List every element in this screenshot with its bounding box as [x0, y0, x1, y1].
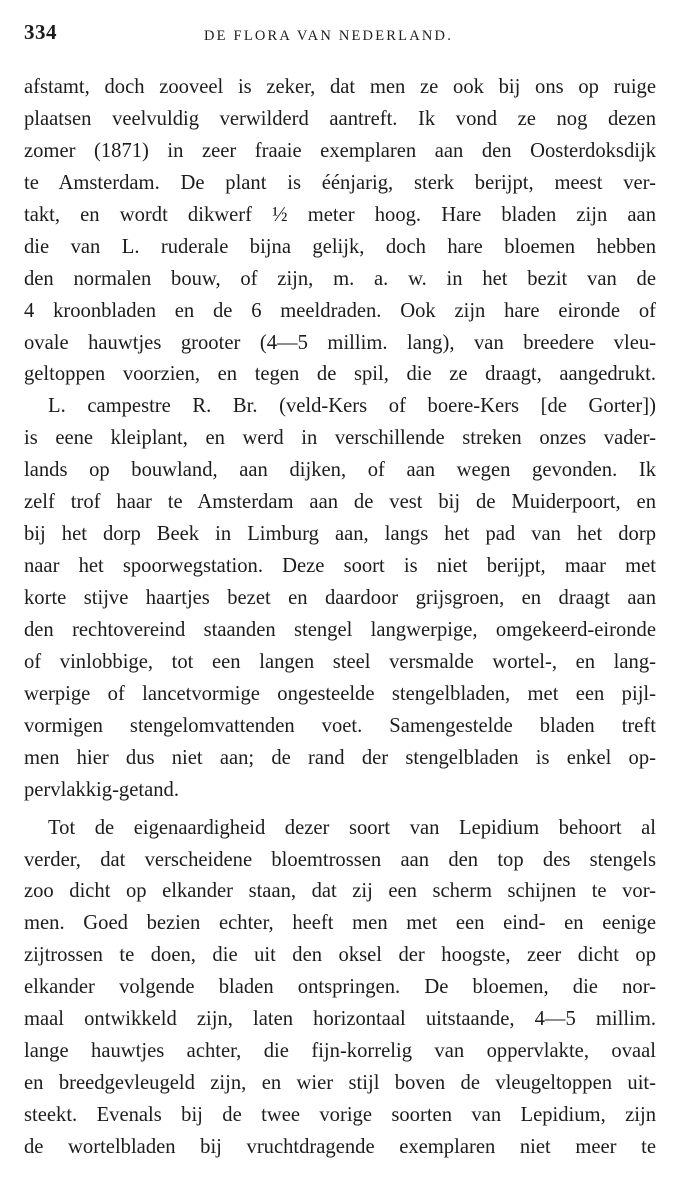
text-line: lands op bouwland, aan dijken, of aan wegen gevonden. Ik	[24, 459, 656, 482]
text-line: en breedgevleugeld zijn, en wier stijl boven de vleugeltoppen uit-	[24, 1072, 656, 1095]
text-line: men hier dus niet aan; de rand der stengelbladen is enkel op-	[24, 746, 656, 769]
text-line: zomer (1871) in zeer fraaie exemplaren aan den Oosterdoksdijk	[24, 139, 656, 162]
text-line: plaatsen veelvuldig verwilderd aantreft. Ik vond ze nog dezen	[24, 107, 656, 130]
text-line: 4 kroonbladen en de 6 meeldraden. Ook zijn hare eironde of	[24, 299, 656, 322]
text-line: verder, dat verscheidene bloemtrossen aan den top des stengels	[24, 848, 656, 871]
text-line: of vinlobbige, tot een langen steel versmalde wortel-, en lang-	[24, 650, 656, 673]
text-line: takt, en wordt dikwerf ½ meter hoog. Hare bladen zijn aan	[24, 203, 656, 226]
text-line: L. campestre R. Br. (veld-Kers of boere-Kers [de Gorter])	[48, 395, 656, 418]
text-line: steekt. Evenals bij de twee vorige soorten van Lepidium, zijn	[24, 1104, 656, 1126]
text-line: ovale hauwtjes grooter (4—5 millim. lang), van breedere vleu-	[24, 331, 656, 354]
running-head	[24, 20, 654, 52]
text-line: afstamt, doch zooveel is zeker, dat men ze ook bij ons op ruige	[24, 76, 656, 98]
text-line: zelf trof haar te Amsterdam aan de vest bij de Muiderpoort, en	[24, 491, 656, 514]
text-line: is eene kleiplant, en werd in verschillende streken onzes vader-	[24, 427, 656, 450]
text-line: pervlakkig-getand.	[24, 778, 179, 801]
text-line: vormigen stengelomvattenden voet. Samengestelde bladen treft	[24, 714, 656, 737]
text-line: lange hauwtjes achter, die fijn-korrelig van oppervlakte, ovaal	[24, 1040, 656, 1063]
text-line: die van L. ruderale bijna gelijk, doch hare bloemen hebben	[24, 235, 656, 258]
text-line: den normalen bouw, of zijn, m. a. w. in het bezit van de	[24, 267, 656, 290]
text-line: de wortelbladen bij vruchtdragende exemplaren niet meer te	[24, 1135, 656, 1158]
paragraph-3	[24, 813, 656, 1164]
text-line: elkander volgende bladen ontspringen. De bloemen, die nor-	[24, 976, 656, 999]
running-title: DE FLORA VAN NEDERLAND.	[204, 28, 454, 44]
paragraph-1	[24, 72, 656, 391]
text-line: naar het spoorwegstation. Deze soort is niet berijpt, maar met	[24, 555, 656, 578]
text-line: bij het dorp Beek in Limburg aan, langs het pad van het dorp	[24, 523, 656, 546]
text-line: men. Goed bezien echter, heeft men met een eind- en eenige	[24, 912, 656, 935]
text-line: zijtrossen te doen, die uit den oksel der hoogste, zeer dicht op	[24, 944, 656, 967]
text-line: zoo dicht op elkander staan, dat zij een scherm schijnen te vor-	[24, 880, 656, 903]
paragraph-2	[24, 391, 656, 806]
text-line: maal ontwikkeld zijn, laten horizontaal uitstaande, 4—5 millim.	[24, 1008, 656, 1031]
text-line: Tot de eigenaardigheid dezer soort van Lepidium behoort al	[48, 816, 656, 839]
text-line: te Amsterdam. De plant is éénjarig, sterk berijpt, meest ver-	[24, 171, 656, 194]
page-number: 334	[24, 20, 57, 44]
text-line: den rechtovereind staanden stengel langwerpige, omgekeerd-eironde	[24, 618, 656, 641]
body-text	[24, 72, 656, 1164]
text-line: geltoppen voorzien, en tegen de spil, die ze draagt, aangedrukt.	[24, 363, 656, 386]
text-line: werpige of lancetvormige ongesteelde stengelbladen, met een pijl-	[24, 682, 656, 705]
text-line: korte stijve haartjes bezet en daardoor grijsgroen, en draagt aan	[24, 587, 656, 609]
